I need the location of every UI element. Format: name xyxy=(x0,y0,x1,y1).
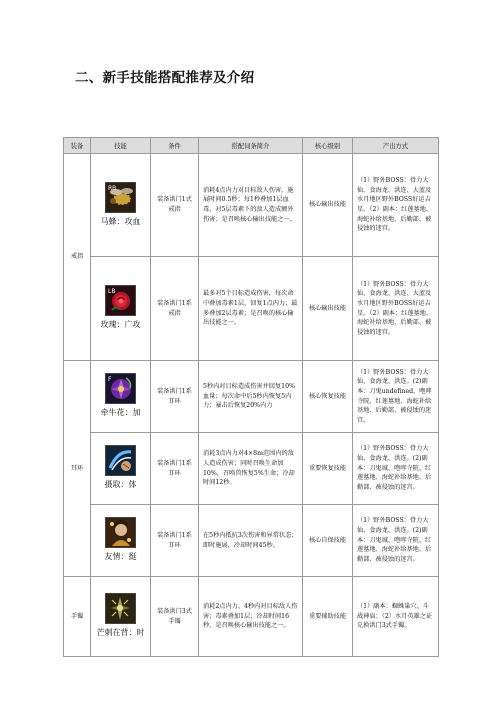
friendship-skill-icon xyxy=(105,517,136,548)
header-skill: 技能 xyxy=(91,138,151,154)
rose-skill-icon xyxy=(105,285,136,316)
core-level-cell: 重要辅助技能 xyxy=(303,577,353,657)
skill-cell xyxy=(91,577,151,657)
header-condition: 条件 xyxy=(151,138,199,154)
skill-cell xyxy=(91,361,151,433)
skill-name: 玫瑰：广攻 xyxy=(100,320,141,330)
table-row xyxy=(64,577,439,657)
category-bracelet: 手镯 xyxy=(64,577,91,657)
skill-cell xyxy=(91,505,151,577)
svg-text:LB: LB xyxy=(108,288,116,296)
condition-cell: 装备洪门1系戒指 xyxy=(151,257,199,361)
core-level-cell: 核心输出技能 xyxy=(303,257,353,361)
description-cell: 消耗2点内力、4秒内对目标敌人伤害；毒素叠加1层；冷却时间16秒，是召唤核心输出技能之一。 xyxy=(199,577,303,657)
header-description: 搭配词条简介 xyxy=(199,138,303,154)
source-cell: （1）野外BOSS：骨力大仙、食海龙、洪连、大蓝及水月地区野外BOSS好运吉星。（2）副本：红莲墓地、海蛇补给基地、后勤部、被侵蚀的迷宫。 xyxy=(353,154,439,257)
source-cell: （1）野外BOSS：骨力大仙、食海龙、洪连。(2)副本：刀鬼城、咆哮寺院、红莲墓地、海蛇补给基地、后勤部、被侵蚀的迷宫。 xyxy=(353,433,439,505)
description-cell: 在5秒内抵抗3次伤害和异常状态；即时施展，冷却时间45秒。 xyxy=(199,505,303,577)
core-level-cell: 重要恢复技能 xyxy=(303,433,353,505)
table-row xyxy=(64,154,439,257)
description-cell: 消耗4点内力对目标敌人伤害，施展时间0.5秒；每1秒叠加1层血毒，对5层毒素下的敌人造成额外伤害；是召唤核心输出技能之一。 xyxy=(199,154,303,257)
morning-glory-skill-icon xyxy=(105,373,136,404)
description-cell: 5秒内对目标造成伤害并回复10%血量；每次命中后5秒内恢复5内力；暴击后恢复20%内力 xyxy=(199,361,303,433)
description-cell: 消耗3点内力对4×8m范围内的敌人造成伤害；同时召唤生命加10%，召唤兽恢复5%生命；冷却时间12秒。 xyxy=(199,433,303,505)
core-level-cell: 核心恢复技能 xyxy=(303,361,353,433)
section-heading: 二、新手技能搭配推荐及介绍 xyxy=(75,70,255,86)
table-header-row xyxy=(64,138,439,154)
core-level-cell: 核心自保技能 xyxy=(303,505,353,577)
source-cell: （1）野外BOSS：骨力大仙、食海龙、洪连。(2)副本：刀鬼城、咆哮寺院、红莲墓地、海蛇补给基地、后勤部、被侵蚀的迷宫。 xyxy=(353,505,439,577)
svg-text:RB: RB xyxy=(108,184,117,192)
table-row xyxy=(64,433,439,505)
header-core-level: 核心级别 xyxy=(303,138,353,154)
condition-cell: 装备洪门1系耳环 xyxy=(151,361,199,433)
wasp-skill-icon xyxy=(105,182,136,213)
skill-name: 友情：挺 xyxy=(104,552,137,562)
header-source: 产出方式 xyxy=(353,138,439,154)
table-row xyxy=(64,361,439,433)
category-ring: 戒指 xyxy=(64,154,91,361)
condition-cell: 装备洪门1系耳环 xyxy=(151,433,199,505)
skill-cell xyxy=(91,257,151,361)
description-cell: 最多对5个目标造成伤害，每次命中叠加毒素1层，回复1点内力；最多叠加2层毒素；是召唤的核心输出技能之一。 xyxy=(199,257,303,361)
table-row xyxy=(64,257,439,361)
core-level-cell: 核心输出技能 xyxy=(303,154,353,257)
source-cell: （1）副本：蜘蛛巢穴、斗战神庙；（2）水月英雄之证兑换洪门3式手镯。 xyxy=(353,577,439,657)
category-earring: 耳环 xyxy=(64,361,91,577)
table-row xyxy=(64,505,439,577)
condition-cell: 装备洪门1式戒指 xyxy=(151,154,199,257)
skill-name: 马蜂：攻血 xyxy=(100,216,141,226)
thorn-skill-icon xyxy=(105,593,136,624)
skill-name: 牵牛花：加 xyxy=(100,408,141,418)
condition-cell: 装备洪门3式手镯 xyxy=(151,577,199,657)
condition-cell: 装备洪门1系耳环 xyxy=(151,505,199,577)
skill-cell xyxy=(91,154,151,257)
skill-name: 摄取：体 xyxy=(104,480,137,490)
header-equipment: 装备 xyxy=(64,138,91,154)
source-cell: （1）野外BOSS：骨力大仙、食海龙、洪连、大蓝及水月地区野外BOSS好运吉星。（2）副本：红莲墓地、海蛇补给基地、后勤部、被侵蚀的迷宫。 xyxy=(353,257,439,361)
absorb-skill-icon xyxy=(105,445,136,476)
source-cell: （1）野外BOSS：骨力大仙、食海龙、洪连。(2)副本：刀鬼undefined、咆哮寺院、红莲墓地、海蛇补给基地、后勤部、被侵蚀的迷宫。 xyxy=(353,361,439,433)
skill-table xyxy=(63,137,439,657)
skill-name: 芒刺在背：时 xyxy=(96,628,145,638)
svg-text:F: F xyxy=(108,376,112,384)
skill-cell xyxy=(91,433,151,505)
